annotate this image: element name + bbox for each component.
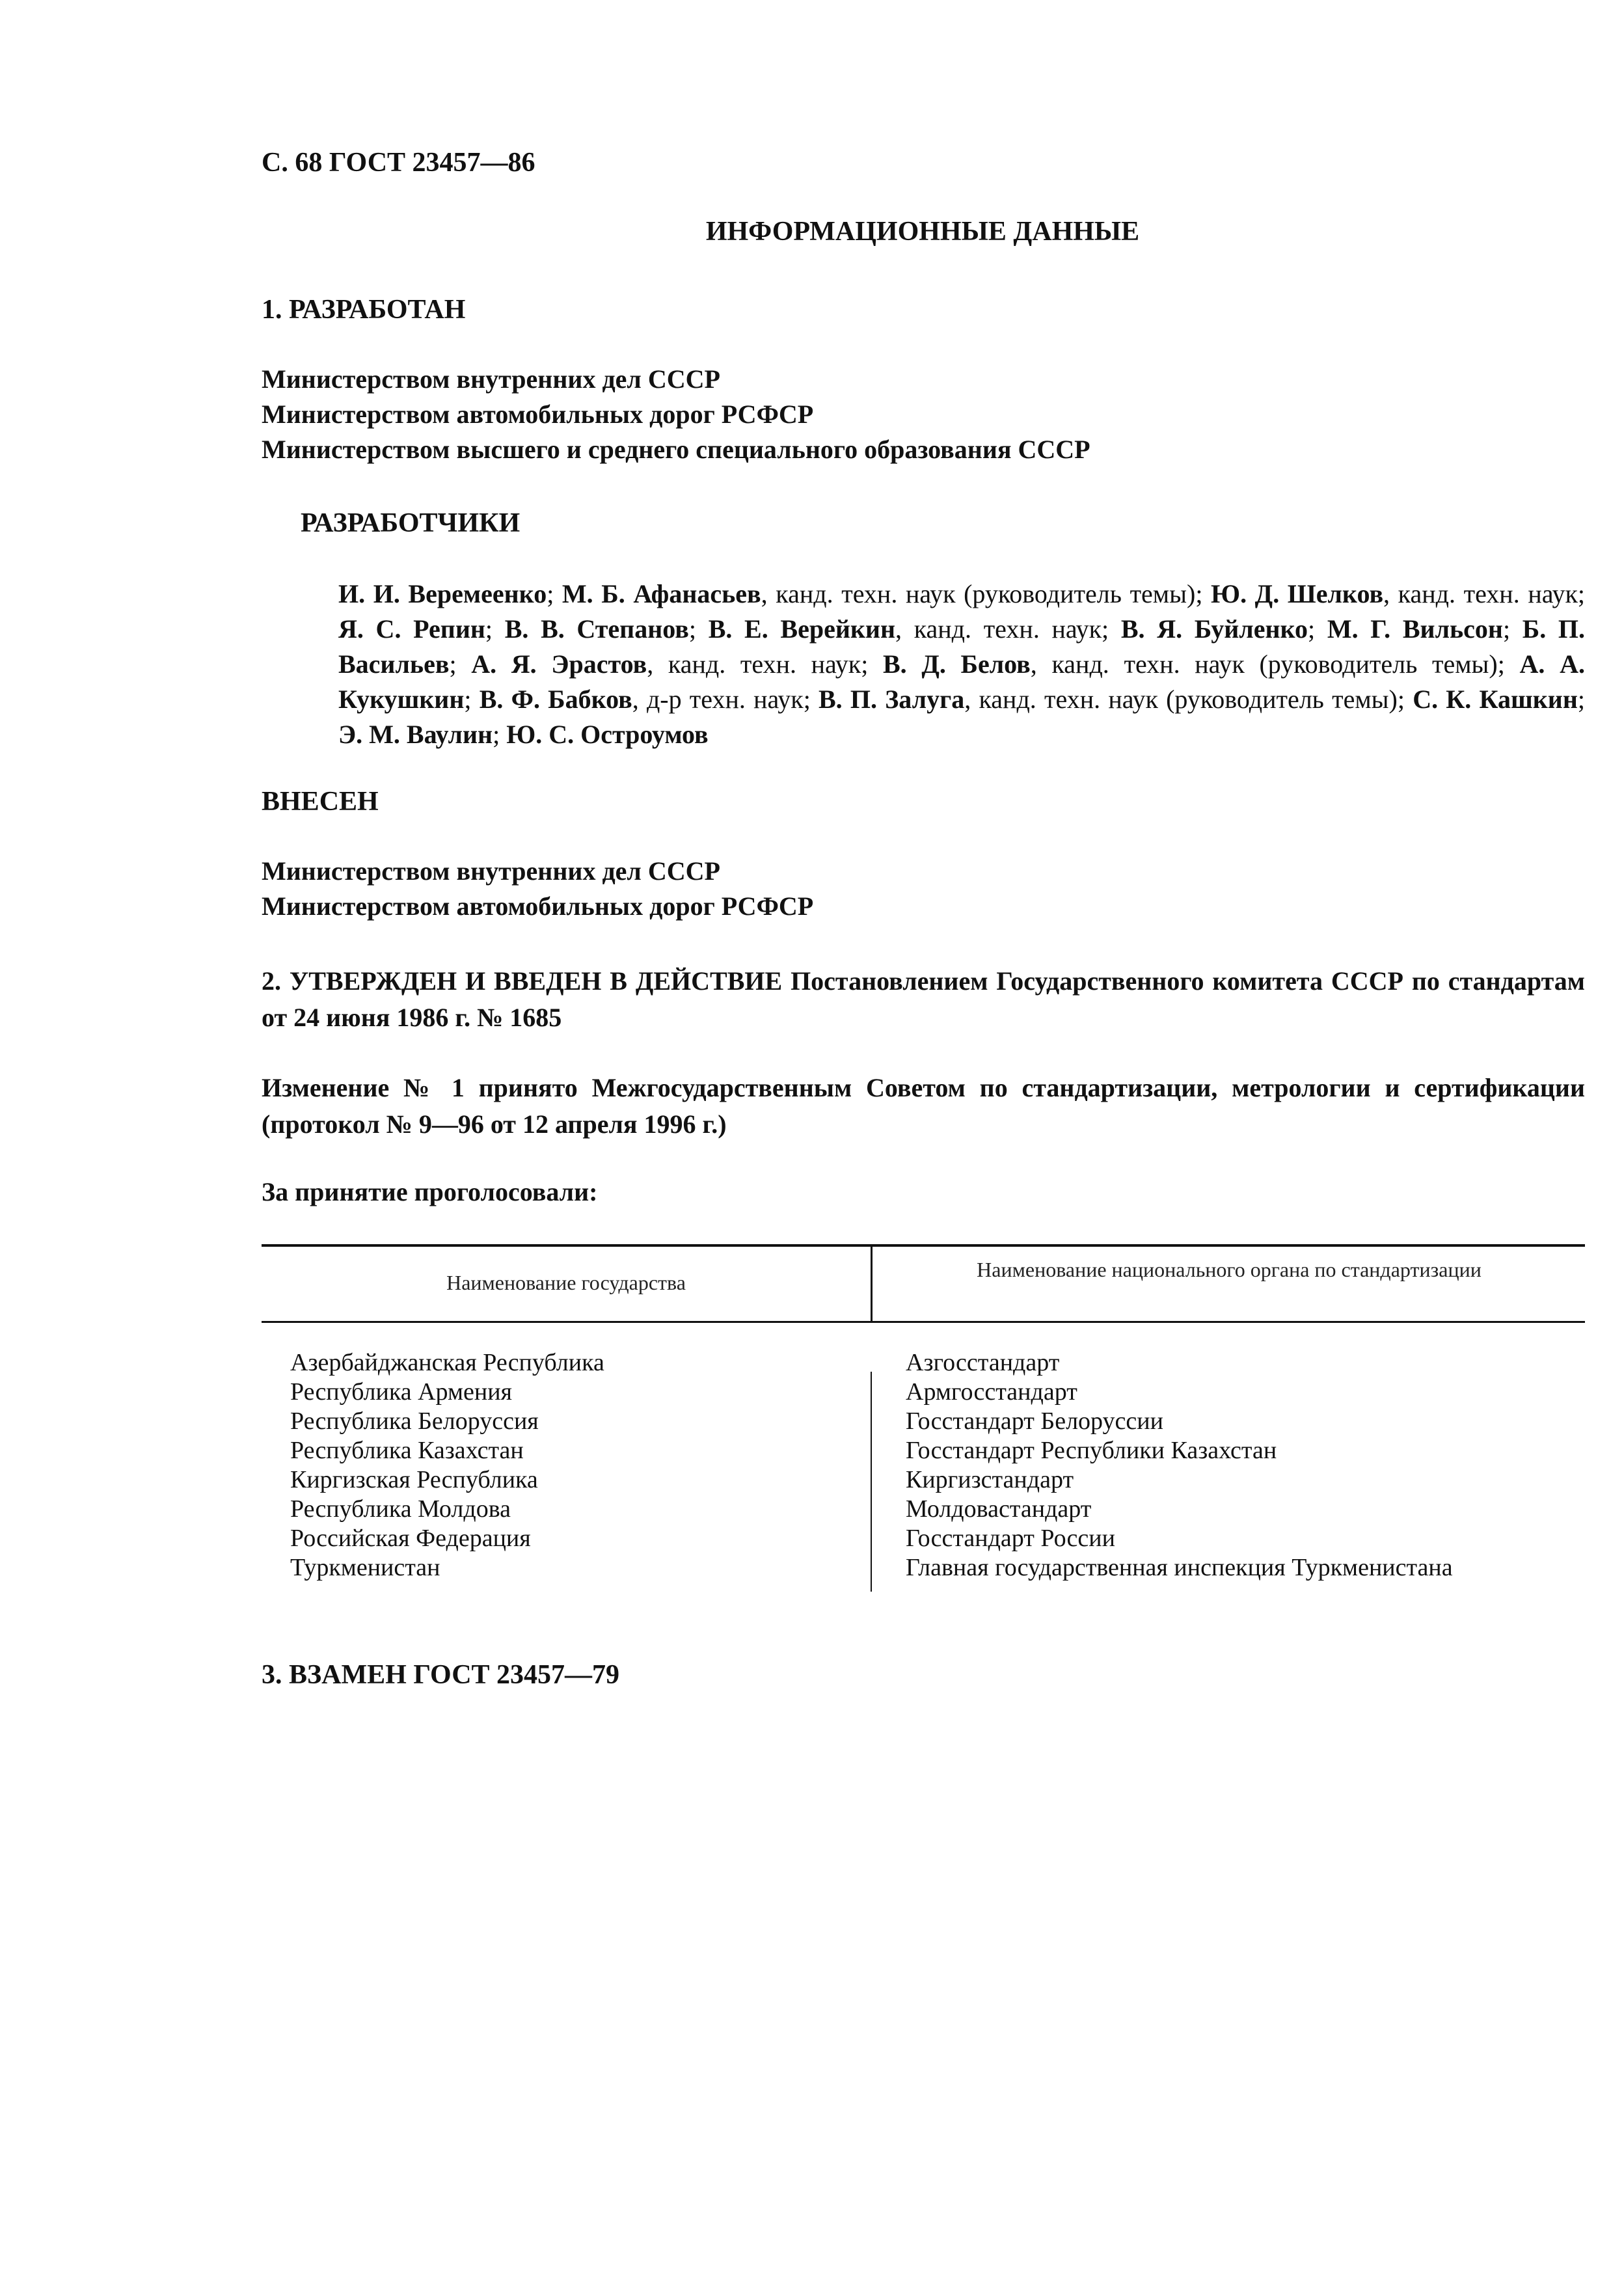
developer-name: М. Б. Афанасьев — [562, 579, 761, 608]
table-cell-body: Госстандарт России — [906, 1525, 1115, 1552]
approval-paragraph — [262, 963, 1585, 1036]
developer-note: канд. техн. наук (руководитель темы) — [1051, 649, 1498, 679]
developer-name: В. П. Залуга — [819, 685, 965, 714]
voted-label: За принятие проголосовали: — [262, 1177, 598, 1206]
developer-note: канд. техн. наук — [668, 649, 861, 679]
developers-list: И. И. Веремеенко; М. Б. Афанасьев, канд. техн. наук (руководитель темы); Ю. Д. Шелков, канд. техн. наук; Я. С. Репин; В. В. Степанов; В. Е. Верейкин, канд. техн. наук; В. Я. Буйленко; М. Г. Вильсон; Б. П. Васильев; А. Я. Эрастов, канд. техн. наук; В. Д. Белов, канд. техн. наук (руководитель темы); А. А. Кукушкин; В. Ф. Бабков, д-р техн. наук; В. П. Залуга, канд. техн. наук (руководитель темы); С. К. Кашкин; Э. М. Ваулин; Ю. С. Остроумов — [338, 579, 1586, 749]
table-column-states — [290, 1348, 604, 1583]
ministry-line: Министерством высшего и среднего специального образования СССР — [262, 435, 1090, 464]
developer-name: М. Г. Вильсон — [1327, 614, 1503, 644]
table-cell-state: Азербайджанская Республика — [290, 1349, 604, 1376]
table-header-rule — [262, 1321, 1585, 1323]
developer-name: С. К. Кашкин — [1413, 685, 1578, 714]
developer-name: Ю. Д. Шелков — [1211, 579, 1384, 608]
developer-name: Я. С. Репин — [338, 614, 485, 644]
developer-name: В. Д. Белов — [883, 649, 1031, 679]
developer-name: Ю. С. Остроумов — [506, 720, 709, 749]
table-cell-body: Азгосстандарт — [906, 1349, 1060, 1376]
ministry-line: Министерством внутренних дел СССР — [262, 364, 720, 394]
document-title: ИНФОРМАЦИОННЫЕ ДАННЫЕ — [705, 217, 1140, 247]
developer-name: И. И. Веремеенко — [338, 579, 547, 608]
table-cell-body: Госстандарт Белоруссии — [906, 1407, 1163, 1435]
table-header-divider — [871, 1244, 873, 1322]
replaced-standard: 3. ВЗАМЕН ГОСТ 23457—79 — [262, 1660, 620, 1690]
approval-text: Постановлением Государственного комитета СССР по стандартам от 24 июня 1986 г. № 1685 — [262, 966, 1586, 1032]
table-cell-body: Армгосстандарт — [906, 1378, 1077, 1406]
table-cell-state: Республика Белоруссия — [290, 1407, 539, 1435]
table-cell-state: Туркменистан — [290, 1554, 440, 1581]
developer-note: канд. техн. наук (руководитель темы) — [979, 685, 1398, 714]
ministry-line: Министерством автомобильных дорог РСФСР — [262, 400, 814, 429]
introduced-ministries — [262, 854, 813, 924]
amendment-paragraph: Изменение № 1 принято Межгосударственным Советом по стандартизации, метрологии и сертификации (протокол № 9—96 от 12 апреля 1996 г.) — [262, 1073, 1585, 1139]
ministry-line: Министерством внутренних дел СССР — [262, 856, 720, 886]
table-header-body: Наименование национального органа по стандартизации — [977, 1258, 1482, 1281]
developer-note: канд. техн. наук — [1398, 579, 1578, 608]
developer-name: В. Ф. Бабков — [479, 685, 632, 714]
developer-name: В. Я. Буйленко — [1120, 614, 1308, 644]
table-cell-state: Республика Казахстан — [290, 1437, 524, 1464]
ministry-line: Министерством автомобильных дорог РСФСР — [262, 891, 814, 921]
section-developed-heading: 1. РАЗРАБОТАН — [262, 295, 466, 325]
developer-name: Б. П. Васильев — [338, 614, 1585, 679]
approval-lead: 2. УТВЕРЖДЕН И ВВЕДЕН В ДЕЙСТВИЕ — [262, 966, 783, 996]
table-top-rule — [262, 1244, 1585, 1247]
developer-note: канд. техн. наук — [914, 614, 1102, 644]
table-cell-state: Республика Армения — [290, 1378, 513, 1406]
developers-heading: РАЗРАБОТЧИКИ — [301, 508, 521, 538]
developer-name: Э. М. Ваулин — [338, 720, 493, 749]
developer-name: В. В. Степанов — [504, 614, 689, 644]
table-cell-body: Киргизстандарт — [906, 1466, 1074, 1493]
table-cell-body: Главная государственная инспекция Туркменистана — [906, 1554, 1453, 1581]
developer-note: д-р техн. наук — [646, 685, 804, 714]
developer-name: В. Е. Верейкин — [708, 614, 896, 644]
table-cell-state: Киргизская Республика — [290, 1466, 538, 1493]
table-cell-state: Российская Федерация — [290, 1525, 531, 1552]
developer-note: канд. техн. наук (руководитель темы) — [776, 579, 1196, 608]
table-column-bodies — [906, 1348, 1453, 1583]
table-cell-state: Республика Молдова — [290, 1495, 511, 1523]
page-header: С. 68 ГОСТ 23457—86 — [262, 148, 535, 178]
developer-name: А. А. Кукушкин — [338, 649, 1585, 714]
table-cell-body: Госстандарт Республики Казахстан — [906, 1437, 1277, 1464]
developer-name: А. Я. Эрастов — [471, 649, 647, 679]
table-header-state: Наименование государства — [446, 1271, 686, 1294]
table-cell-body: Молдовастандарт — [906, 1495, 1092, 1523]
table-body-divider — [871, 1372, 872, 1592]
introduced-heading: ВНЕСЕН — [262, 787, 379, 817]
developed-ministries — [262, 362, 1090, 467]
